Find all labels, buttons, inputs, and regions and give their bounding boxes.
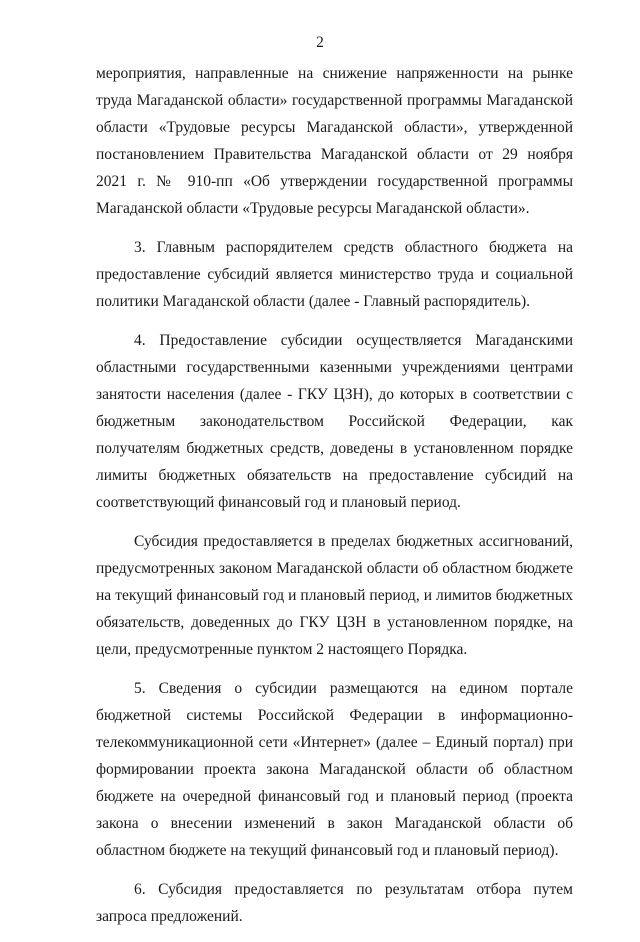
paragraph-subsidy-provision: 4. Предоставление субсидии осуществляется Магаданскими областными государственными казенными учреждениями центрами занятости населения (далее - ГКУ ЦЗН), до которых в соответствии с бюджетным законодательством Российской Федерации, как получателям бюджетных средств, доведены в установленном порядке лимиты бюджетных обязательств на предоставление субсидий на соответствующий финансовый год и плановый период.: [96, 332, 573, 511]
paragraph-main-administrator: 3. Главным распорядителем средств областного бюджета на предоставление субсидий является министерство труда и социальной политики Магаданской области (далее - Главный распорядитель).: [96, 239, 573, 310]
paragraph-budget-allocations: Субсидия предоставляется в пределах бюджетных ассигнований, предусмотренных законом Магаданской области об областном бюджете на текущий финансовый год и плановый период, и лимитов бюджетных обязательств, доведенных до ГКУ ЦЗН в установленном порядке, на цели, предусмотренные пунктом 2 настоящего Порядка.: [96, 533, 573, 658]
paragraph-selection: 6. Субсидия предоставляется по результатам отбора путем запроса предложений.: [96, 881, 573, 925]
document-body: [96, 60, 573, 942]
paragraph-unified-portal: 5. Сведения о субсидии размещаются на едином портале бюджетной системы Российской Федерации в информационно-телекоммуникационной сети «Интернет» (далее – Единый портал) при формировании проекта закона Магаданской области об областном бюджете на очередной финансовый год и плановый период (проекта закона о внесении изменений в закон Магаданской области об областном бюджете на текущий финансовый год и плановый период).: [96, 680, 573, 859]
page-number: 2: [316, 34, 324, 51]
paragraph-program-reference: мероприятия, направленные на снижение напряженности на рынке труда Магаданской области» государственной программы Магаданской области «Трудовые ресурсы Магаданской области», утвержденной постановлением Правительства Магаданской области от 29 ноября 2021 г. № 910-пп «Об утверждении государственной программы Магаданской области «Трудовые ресурсы Магаданской области».: [96, 65, 573, 217]
